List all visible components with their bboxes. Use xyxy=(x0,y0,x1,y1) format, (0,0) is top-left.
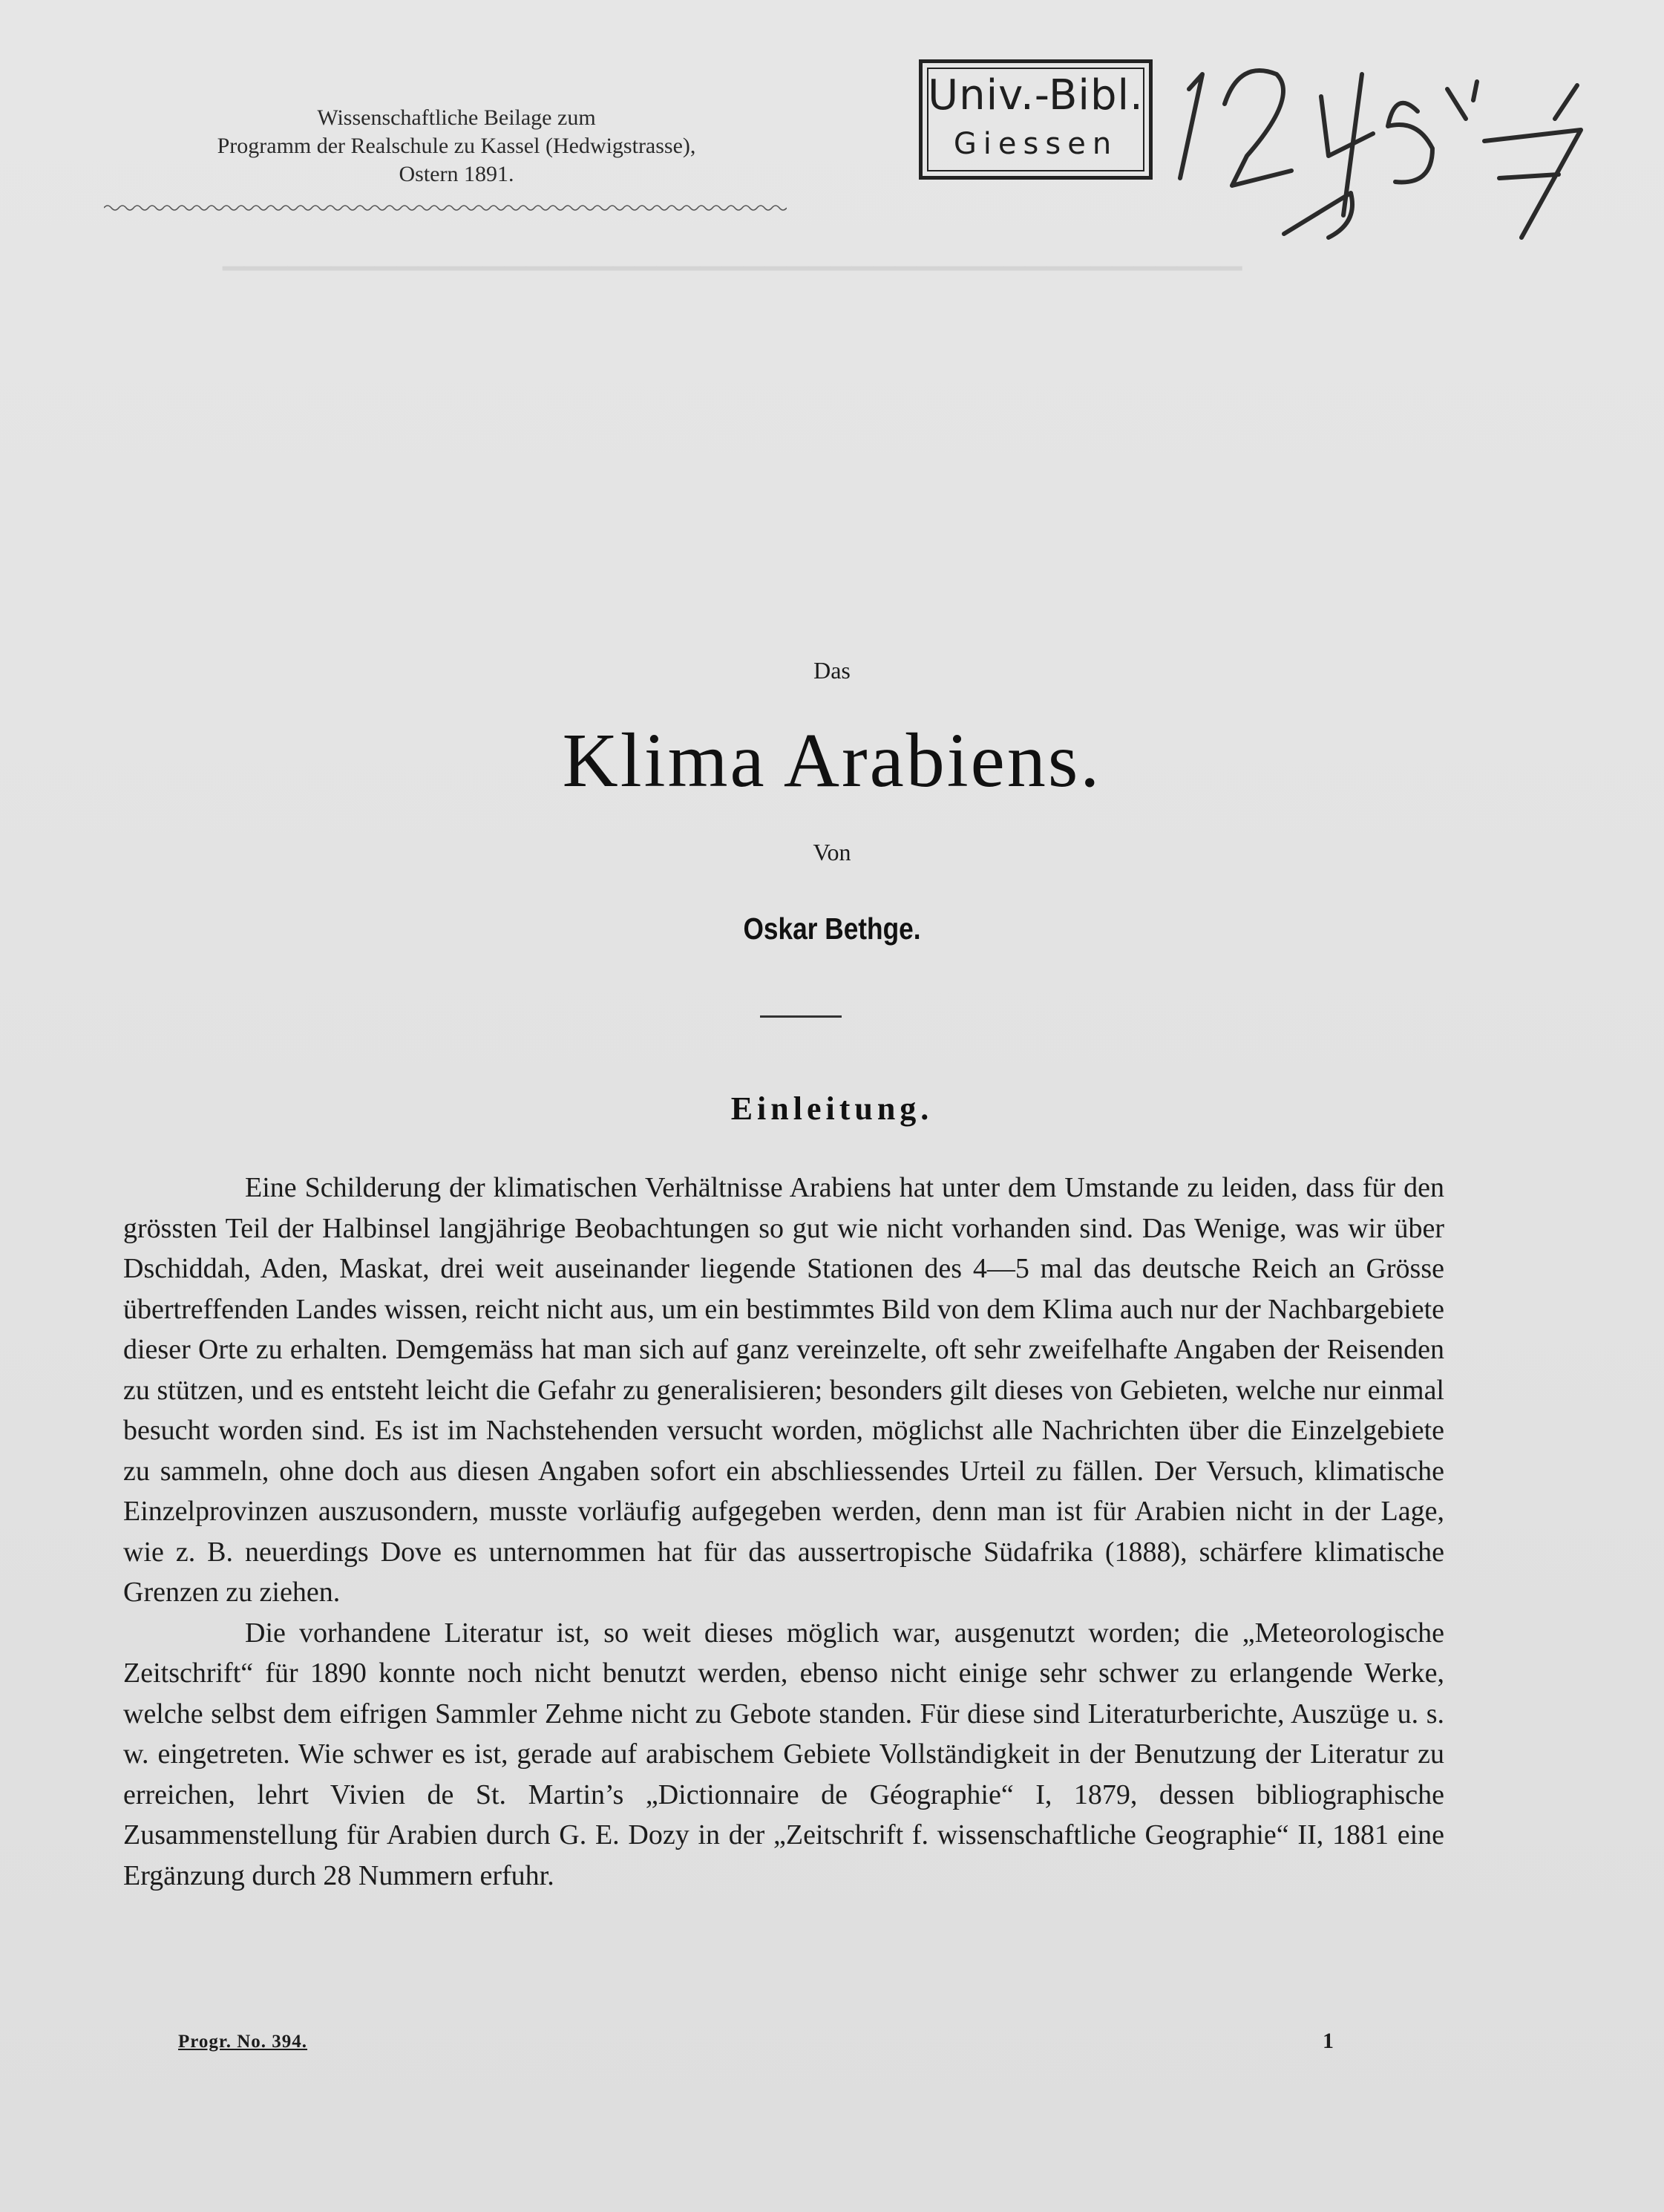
stamp-line: Giessen xyxy=(953,127,1118,161)
wavy-rule xyxy=(104,202,787,214)
paragraph: Die vorhandene Literatur ist, so weit dieses möglich war, ausgenutzt worden; die „Meteorologische Zeitschrift“ für 1890 konnte noch nicht benutzt werden, ebenso nicht einige sehr schwer zu erlangende Werke, welche selbst dem eifrigen Sammler Zehme nicht zu Gebote standen. Für diese sind Literaturberichte, Auszüge u. s. w. eingetreten. Wie schwer es ist, gerade auf arabischem Gebiete Vollständigkeit in der Benutzung der Literatur zu erreichen, lehrt Vivien de St. Martin’s „Dictionnaire de Géographie“ I, 1879, dessen bibliographische Zusammenstellung für Arabien durch G. E. Dozy in der „Zeitschrift f. wissenschaftliche Geographie“ II, 1881 eine Ergänzung durch 28 Nummern erfuhr. xyxy=(123,1617,1444,1891)
handwritten-accession-number xyxy=(1173,45,1588,260)
publication-note-line: Ostern 1891. xyxy=(399,162,514,186)
paragraph: Eine Schilderung der klimatischen Verhältnisse Arabiens hat unter dem Umstande zu leiden, dass für den grössten Teil der Halbinsel langjährige Beobachtungen so gut wie nicht vorhanden sind. Das Wenige, was wir über Dschiddah, Aden, Maskat, drei weit auseinander liegende Stationen des 4—5 mal das deutsche Reich an Grösse übertreffenden Landes wissen, reicht nicht aus, um ein bestimmtes Bild von dem Klima auch nur der Nachbargebiete dieser Orte zu erhalten. Demgemäss hat man sich auf ganz vereinzelte, oft sehr zweifelhafte Angaben der Reisenden zu stützen, und es entsteht leicht die Gefahr zu generalisieren; besonders gilt dieses von Gebieten, welche nur einmal besucht worden sind. Es ist im Nachstehenden versucht worden, möglichst alle Nachrichten über die Einzelgebiete zu sammeln, ohne doch aus diesen Angaben sofort ein abschliessendes Urteil zu fällen. Der Versuch, klimatische Einzelprovinzen auszusondern, musste vorläufig aufgegeben werden, denn man ist für Arabien nicht in der Lage, wie z. B. neuerdings Dove es unternommen hat für das aussertropische Südafrika (1888), schärfere klimatische Grenzen zu ziehen. xyxy=(123,1172,1444,1608)
stamp-line: Univ.-Bibl. xyxy=(928,71,1144,120)
page-number: 1 xyxy=(1323,2029,1334,2053)
title-divider xyxy=(760,1015,842,1018)
section-heading: Einleitung. xyxy=(730,1090,934,1127)
program-number: Progr. No. 394. xyxy=(178,2032,308,2052)
publication-note-line: Programm der Realschule zu Kassel (Hedwigstrasse), xyxy=(217,134,696,158)
author-name: Oskar Bethge. xyxy=(743,912,921,946)
page-title: Klima Arabiens. xyxy=(562,718,1102,803)
publication-note-line: Wissenschaftliche Beilage zum xyxy=(317,105,596,130)
title-prefix: Das xyxy=(813,657,851,684)
publication-note xyxy=(104,104,809,189)
library-stamp xyxy=(919,59,1153,180)
body-text xyxy=(123,1168,1444,1896)
title-by: Von xyxy=(813,839,851,866)
bleed-through-texture: ▁▁▁▁▁▁▁▁▁▁▁▁▁▁▁▁▁▁▁▁▁▁▁▁▁▁▁▁▁▁▁▁▁▁▁▁▁▁▁▁▁▁▁▁▁▁▁ xyxy=(223,239,1242,270)
